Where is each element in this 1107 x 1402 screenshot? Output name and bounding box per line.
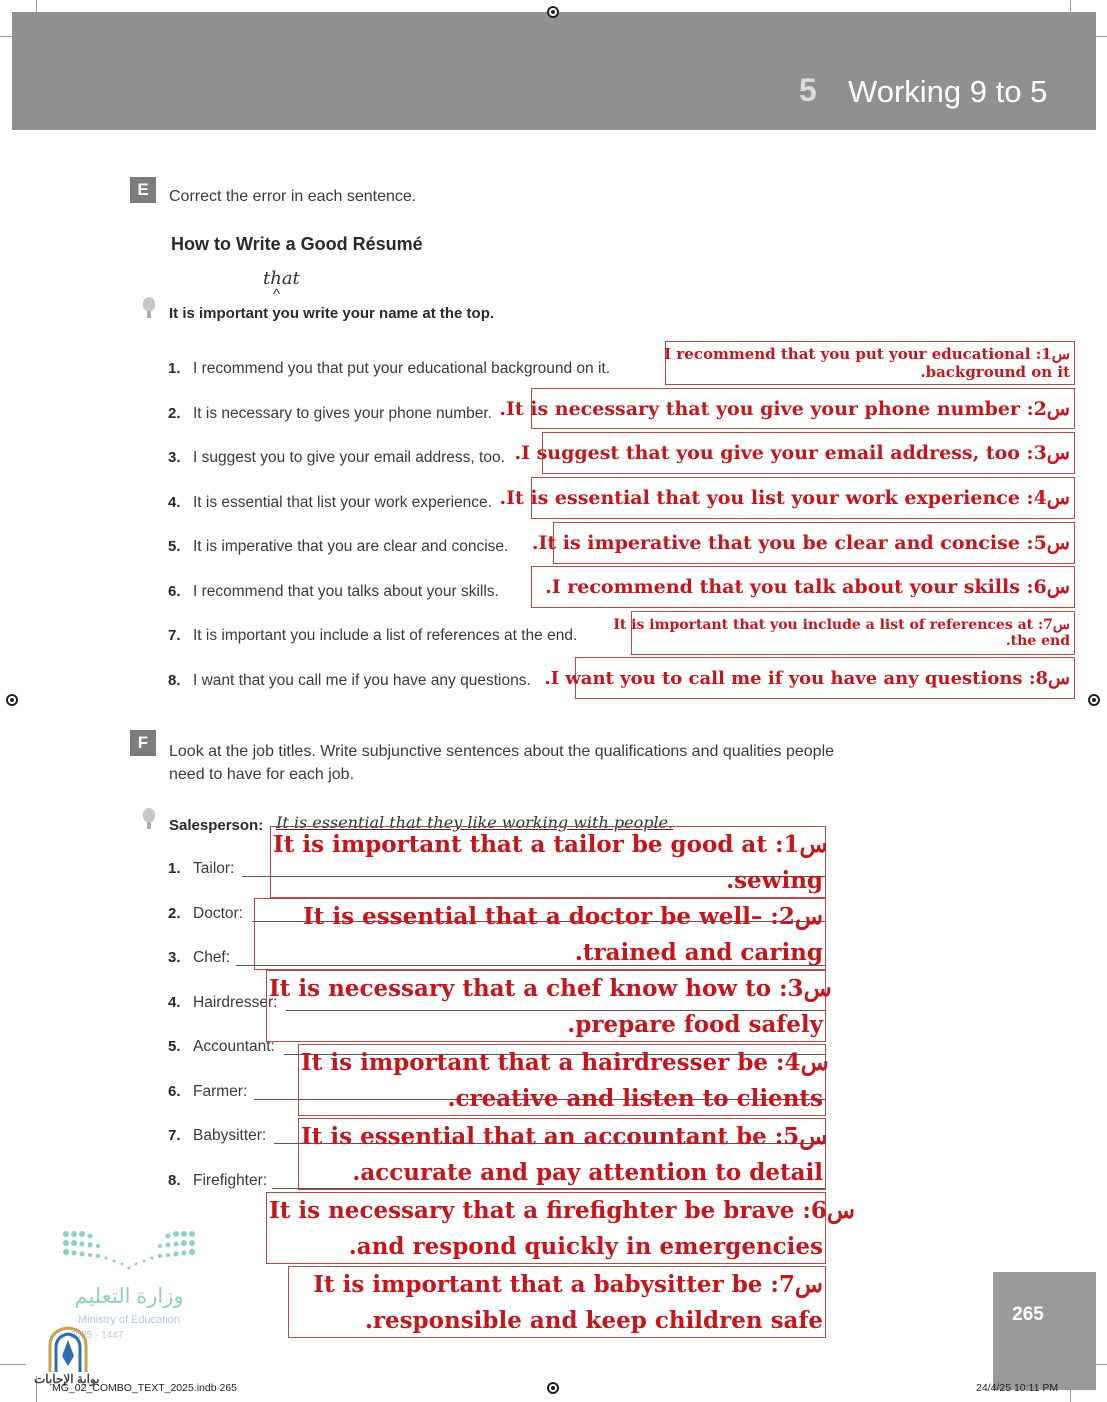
answer-line-text: It is important that a tailor be good at :1س	[273, 831, 828, 858]
model-sentence	[169, 305, 494, 322]
answer-box	[613, 611, 1075, 655]
ministry-year: 2025 - 1447	[70, 1330, 124, 1341]
answer-line-text: .accurate and pay attention to detail	[352, 1159, 823, 1186]
instruction-line: need to have for each job.	[169, 766, 355, 783]
answer-line-text: .prepare food safely	[567, 1011, 823, 1038]
page-number-box	[993, 1272, 1096, 1390]
footer-file-info: MG_02_COMBO_TEXT_2025.indb 265	[52, 1382, 238, 1394]
answer-box: .I recommend that you talk about your skills :6س	[531, 566, 1075, 608]
item-number: 1.	[168, 360, 181, 377]
section-f-instruction	[169, 740, 834, 786]
job-label: Tailor:	[193, 860, 235, 877]
answer-box	[665, 341, 1075, 385]
job-number: 4.	[168, 994, 181, 1011]
caret-mark: ^	[273, 286, 281, 303]
answer-box: .It is imperative that you be clear and concise :5س	[553, 522, 1075, 564]
answer-line-text: It is necessary that a chef know how to :3س	[269, 975, 832, 1002]
answer-box: .It is necessary that you give your phone number :2س	[531, 388, 1075, 429]
answer-line: I recommend that you put your educational :1س	[664, 345, 1070, 363]
job-number: 3.	[168, 949, 181, 966]
answer-line-text: It is important that a hairdresser be :4س	[301, 1049, 829, 1076]
answer-line-text: .trained and caring	[574, 939, 823, 966]
answer-line-text: .sewing	[726, 867, 823, 894]
answer-box	[288, 1266, 826, 1338]
item-sentence: It is important you include a list of references at the end.	[193, 627, 578, 644]
item-number: 5.	[168, 538, 181, 555]
item-sentence: I suggest you to give your email address, too.	[193, 449, 505, 466]
job-label: Firefighter:	[193, 1172, 268, 1189]
job-label: Chef:	[193, 949, 231, 966]
job-number: 2.	[168, 905, 181, 922]
job-number: 7.	[168, 1127, 181, 1144]
job-number: 8.	[168, 1172, 181, 1189]
section-e-label: E	[130, 177, 156, 203]
answer-box	[266, 1192, 855, 1264]
answer-line: It is important that you include a list of references at :7س	[613, 617, 1070, 633]
job-label: Babysitter:	[193, 1127, 267, 1144]
model-insert-word: that	[263, 268, 300, 289]
item-sentence: It is necessary to gives your phone number.	[193, 405, 492, 422]
unit-header-band	[12, 12, 1096, 130]
answers-portal-logo-icon	[46, 1326, 90, 1374]
item-number: 4.	[168, 494, 181, 511]
model-sentence-part-b: you write your name at the top.	[272, 305, 495, 322]
salesperson-label: Salesperson:	[169, 817, 264, 834]
answer-box	[298, 1044, 829, 1116]
registration-mark-icon	[6, 694, 18, 706]
model-sentence-part-a: It is important	[169, 305, 269, 322]
item-number: 7.	[168, 627, 181, 644]
footer-timestamp: 24/4/25 10:11 PM	[976, 1382, 1059, 1394]
answer-box	[270, 826, 826, 898]
lightbulb-icon	[143, 297, 155, 311]
item-sentence: I recommend you that put your educational background on it.	[193, 360, 611, 377]
answers-portal-name: بوابة الإجابات	[34, 1372, 100, 1386]
crop-mark	[0, 1364, 26, 1365]
salesperson-model-answer: It is essential that they like working with people.	[276, 813, 674, 832]
job-number: 6.	[168, 1083, 181, 1100]
answer-box: .It is essential that you list your work experience :4س	[531, 477, 1075, 519]
ministry-name-arabic: وزارة التعليم	[74, 1285, 184, 1308]
answer-line-text: .and respond quickly in emergencies	[348, 1233, 823, 1260]
resume-subheading: How to Write a Good Résumé	[171, 234, 423, 254]
item-sentence: It is essential that list your work experience.	[193, 494, 492, 511]
page-number: 265	[1012, 1304, 1044, 1325]
item-number: 8.	[168, 672, 181, 689]
ministry-name-english: Ministry of Education	[77, 1314, 181, 1326]
item-sentence: I want that you call me if you have any questions.	[193, 672, 531, 689]
job-label: Hairdresser:	[193, 994, 278, 1011]
answer-box	[266, 970, 832, 1042]
answer-line-text: .responsible and keep children safe	[364, 1307, 823, 1334]
registration-mark-icon	[547, 1382, 559, 1394]
job-number: 5.	[168, 1038, 181, 1055]
answer-line-text: It is important that a babysitter be :7س	[313, 1271, 823, 1298]
lightbulb-icon	[143, 808, 155, 822]
instruction-line: Look at the job titles. Write subjunctive sentences about the qualifications and qualities people	[169, 743, 835, 760]
job-label: Accountant:	[193, 1038, 275, 1055]
section-f-label: F	[130, 730, 156, 756]
registration-mark-icon	[1088, 694, 1100, 706]
answer-line-text: .creative and listen to clients	[447, 1085, 823, 1112]
item-sentence: I recommend that you talks about your skills.	[193, 583, 499, 600]
answer-line-text: It is essential that a doctor be well– :2س	[303, 903, 823, 930]
section-e-instruction: Correct the error in each sentence.	[169, 188, 417, 205]
job-number: 1.	[168, 860, 181, 877]
answer-box	[298, 1118, 826, 1190]
answer-box	[254, 898, 826, 970]
unit-title: Working 9 to 5	[848, 74, 1048, 109]
answer-box: .I want you to call me if you have any questions :8س	[575, 657, 1075, 699]
item-sentence: It is imperative that you are clear and concise.	[193, 538, 509, 555]
ministry-logo-dots-icon	[62, 1228, 196, 1274]
item-number: 6.	[168, 583, 181, 600]
job-label: Farmer:	[193, 1083, 248, 1100]
answer-box: .I suggest that you give your email address, too :3س	[542, 432, 1075, 474]
item-number: 2.	[168, 405, 181, 422]
job-label: Doctor:	[193, 905, 243, 922]
unit-number: 5	[799, 72, 817, 108]
registration-mark-icon	[547, 6, 559, 18]
answer-line-text: It is necessary that a firefighter be brave :6س	[269, 1197, 855, 1224]
answer-line: .the end	[1005, 633, 1070, 649]
answer-line-text: It is essential that an accountant be :5س	[301, 1123, 828, 1150]
item-number: 3.	[168, 449, 181, 466]
answer-line: .background on it	[920, 363, 1070, 381]
